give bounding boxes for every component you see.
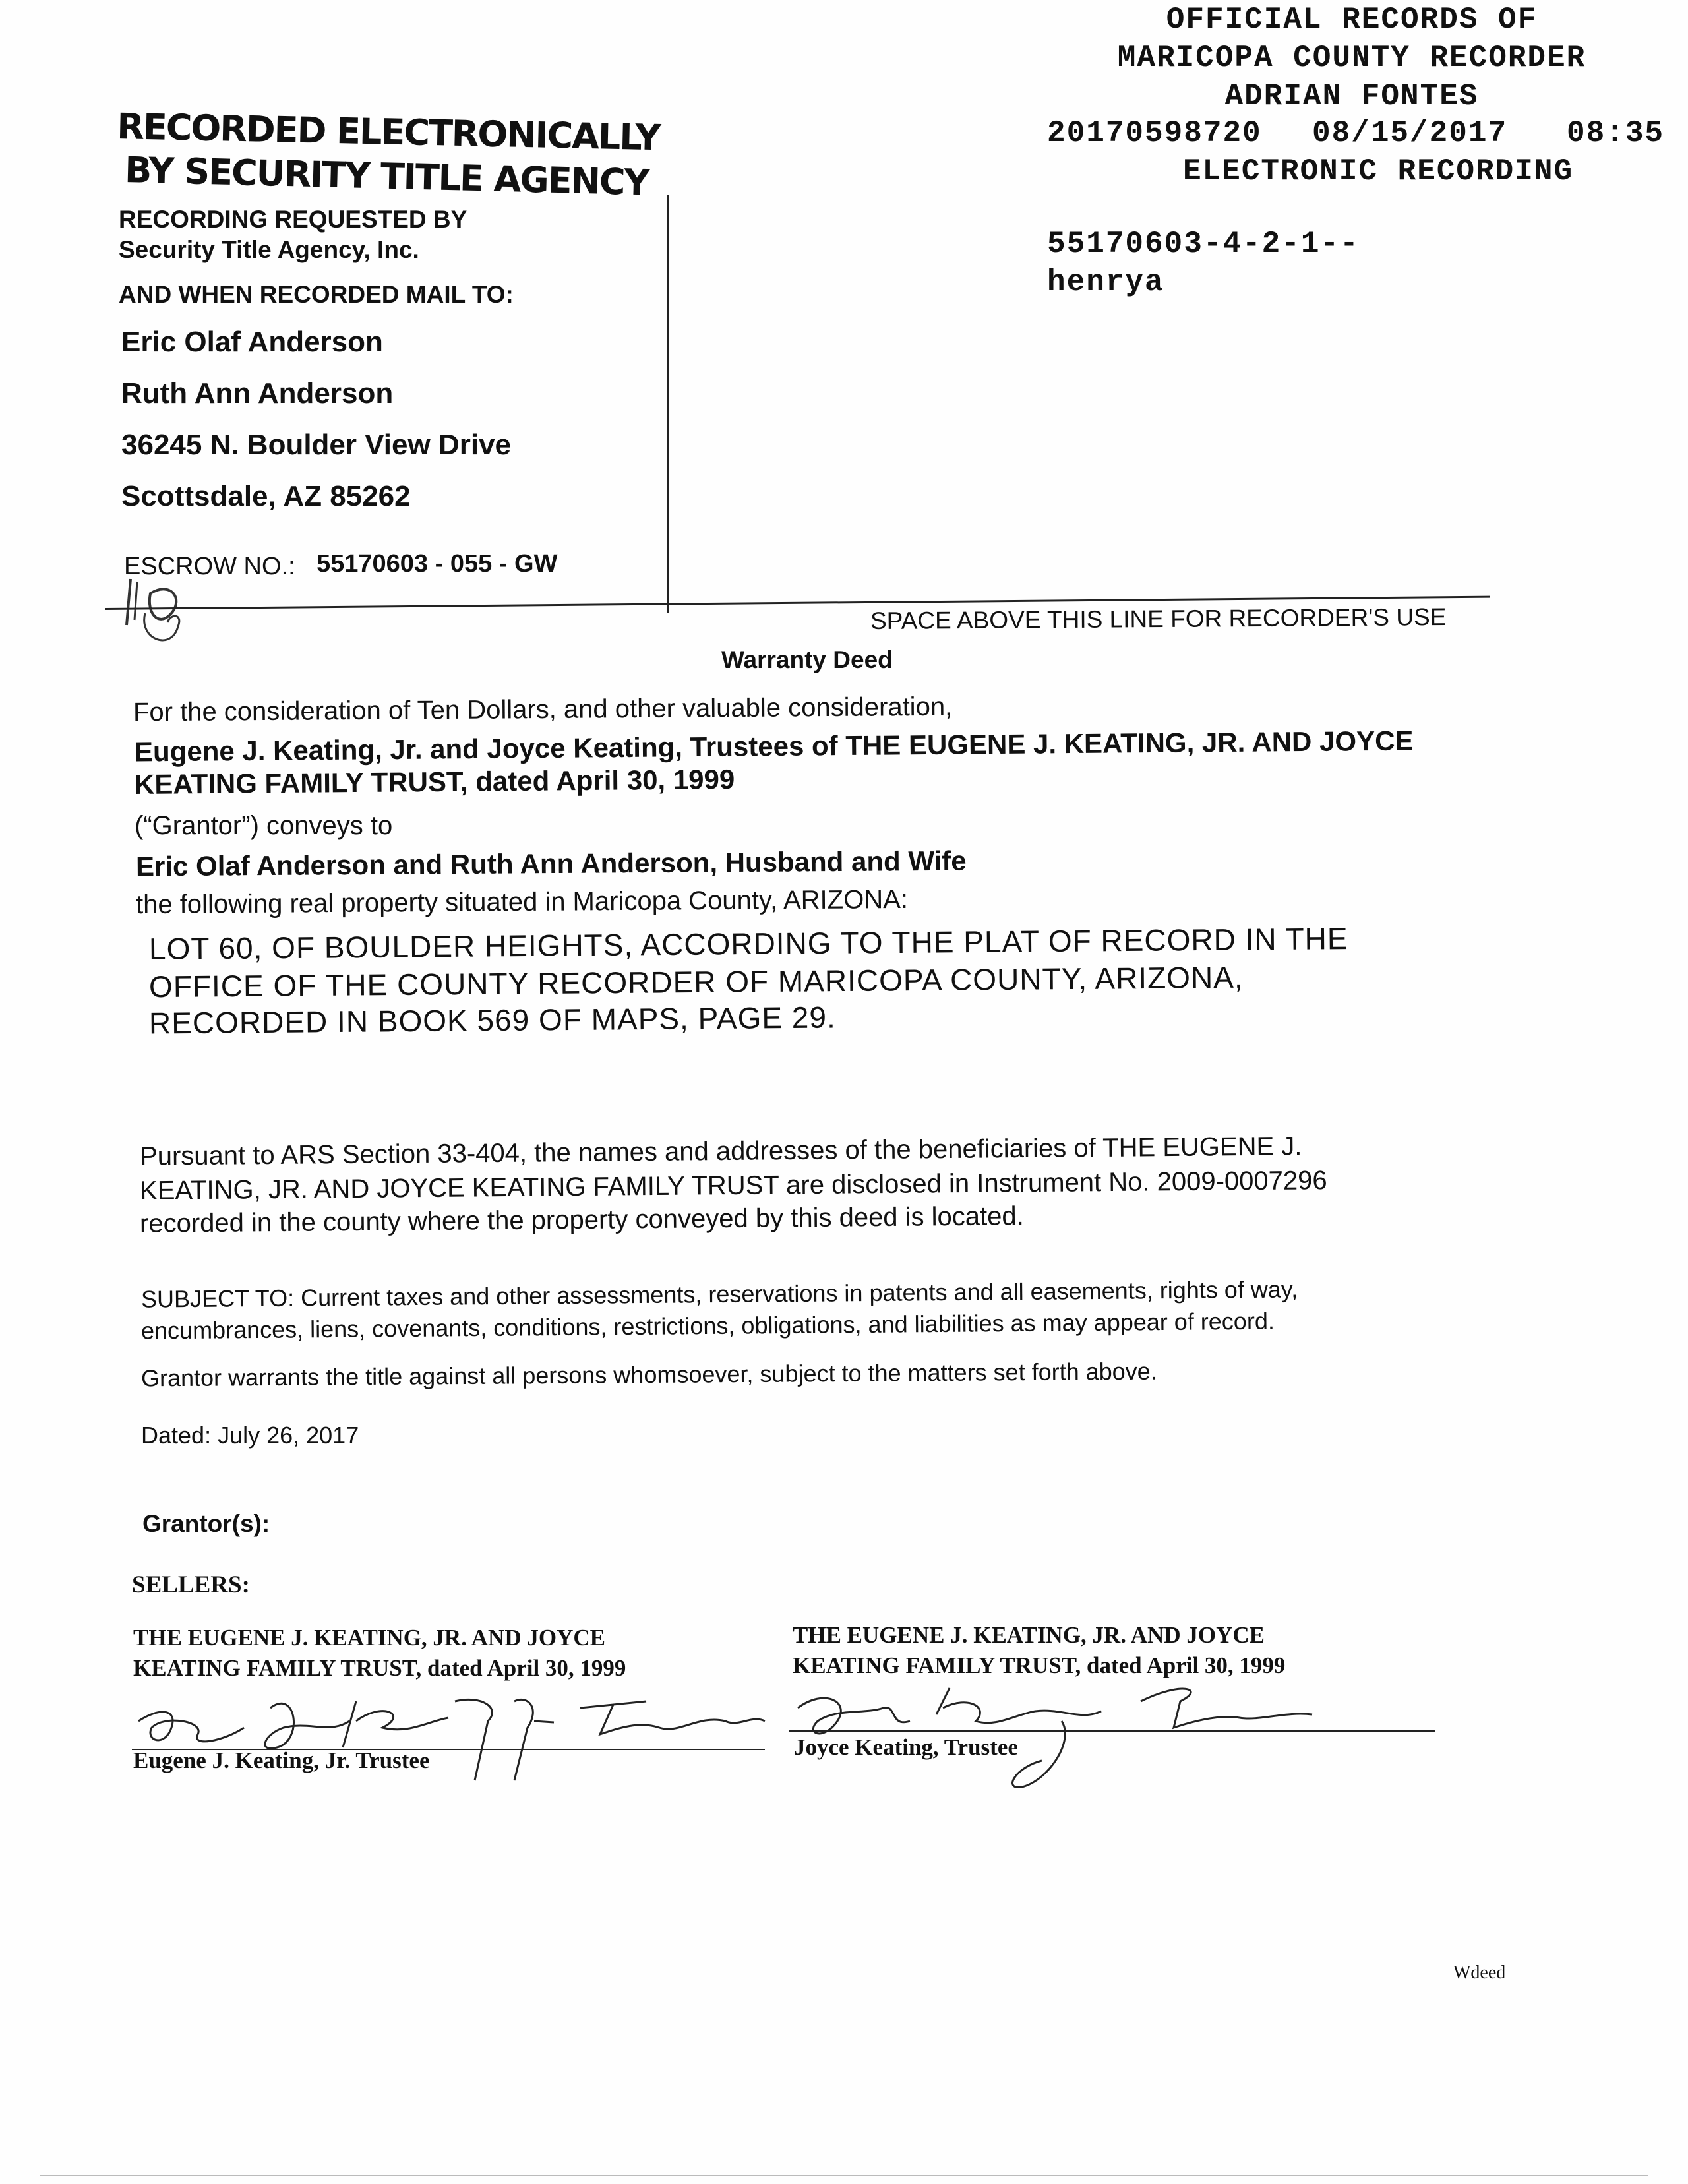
recorder-line1: OFFICIAL RECORDS OF xyxy=(1166,3,1538,37)
mail-to-street: 36245 N. Boulder View Drive xyxy=(121,429,512,461)
grantor-line2: KEATING FAMILY TRUST, dated April 30, 1999 xyxy=(134,764,735,800)
ars-disclosure-line2: KEATING, JR. AND JOYCE KEATING FAMILY TRUST are disclosed in Instrument No. 2009-0007296 xyxy=(139,1166,1327,1205)
right-trust-name-line2: KEATING FAMILY TRUST, dated April 30, 1999 xyxy=(793,1653,1286,1678)
subject-to-line2: encumbrances, liens, covenants, conditions, restrictions, obligations, and liabilities as may appear of record. xyxy=(140,1307,1275,1345)
grantor-line1: Eugene J. Keating, Jr. and Joyce Keating, Trustees of THE EUGENE J. KEATING, JR. AND JOYCE xyxy=(134,725,1414,768)
legal-description-line3: RECORDED IN BOOK 569 OF MAPS, PAGE 29. xyxy=(148,1000,836,1041)
mail-to-city: Scottsdale, AZ 85262 xyxy=(121,480,411,512)
property-intro: the following real property situated in Maricopa County, ARIZONA: xyxy=(135,884,909,920)
escrow-label: ESCROW NO.: xyxy=(124,553,295,580)
recorder-doc-number: 20170598720 xyxy=(1047,116,1262,150)
joyce-keating-signature xyxy=(785,1675,1325,1794)
recorder-user: henrya xyxy=(1047,265,1164,299)
warranty-statement: Grantor warrants the title against all persons whomsoever, subject to the matters set forth above. xyxy=(140,1357,1157,1392)
deed-title: Warranty Deed xyxy=(721,646,893,673)
right-signer-caption: Joyce Keating, Trustee xyxy=(794,1734,1018,1760)
sellers-label: SELLERS: xyxy=(132,1571,250,1598)
conveys-text: (“Grantor”) conveys to xyxy=(135,811,393,840)
left-signer-caption: Eugene J. Keating, Jr. Trustee xyxy=(133,1747,430,1773)
scan-edge-artifact xyxy=(40,2175,1648,2176)
eugene-keating-signature xyxy=(132,1682,778,1787)
recorder-line3: ADRIAN FONTES xyxy=(1224,79,1479,113)
dated-line: Dated: July 26, 2017 xyxy=(141,1422,359,1449)
grantee-line: Eric Olaf Anderson and Ruth Ann Anderson, Husband and Wife xyxy=(135,845,967,882)
ars-disclosure-line3: recorded in the county where the property conveyed by this deed is located. xyxy=(139,1201,1024,1238)
electronic-recording-stamp-line1: RECORDED ELECTRONICALLY xyxy=(116,106,661,159)
escrow-number: 55170603 - 055 - GW xyxy=(316,550,558,578)
mail-to-name1: Eric Olaf Anderson xyxy=(121,326,383,358)
consideration-text: For the consideration of Ten Dollars, and other valuable consideration, xyxy=(133,692,953,727)
ars-disclosure-line1: Pursuant to ARS Section 33-404, the names and addresses of the beneficiaries of THE EUGENE J. xyxy=(139,1132,1302,1171)
requesting-agency: Security Title Agency, Inc. xyxy=(119,236,419,263)
grantors-label: Grantor(s): xyxy=(142,1510,270,1537)
form-code: Wdeed xyxy=(1453,1962,1506,1983)
recorder-use-caption: SPACE ABOVE THIS LINE FOR RECORDER'S USE xyxy=(870,603,1447,635)
mail-to-label: AND WHEN RECORDED MAIL TO: xyxy=(119,281,514,308)
recorder-line2: MARICOPA COUNTY RECORDER xyxy=(1117,41,1586,75)
mail-to-name2: Ruth Ann Anderson xyxy=(121,377,394,410)
recorder-date: 08/15/2017 xyxy=(1312,116,1508,150)
legal-description-line2: OFFICE OF THE COUNTY RECORDER OF MARICOPA COUNTY, ARIZONA, xyxy=(148,959,1244,1004)
right-trust-name-line1: THE EUGENE J. KEATING, JR. AND JOYCE xyxy=(793,1622,1265,1648)
legal-description-line1: LOT 60, OF BOULDER HEIGHTS, ACCORDING TO THE PLAT OF RECORD IN THE xyxy=(148,921,1348,966)
recording-requested-label: RECORDING REQUESTED BY xyxy=(119,206,467,233)
recorder-box-divider xyxy=(667,195,669,613)
left-trust-name-line2: KEATING FAMILY TRUST, dated April 30, 1999 xyxy=(133,1655,626,1681)
electronic-recording-stamp-line2: BY SECURITY TITLE AGENCY xyxy=(124,149,649,204)
recorder-electronic: ELECTRONIC RECORDING xyxy=(1182,154,1574,189)
recorder-reference: 55170603-4-2-1-- xyxy=(1047,227,1360,261)
recorder-time: 08:35 xyxy=(1567,116,1665,150)
left-trust-name-line1: THE EUGENE J. KEATING, JR. AND JOYCE xyxy=(133,1625,605,1651)
subject-to-line1: SUBJECT TO: Current taxes and other assessments, reservations in patents and all easements, rights of way, xyxy=(140,1275,1298,1313)
handwritten-escrow-mark xyxy=(112,574,198,653)
